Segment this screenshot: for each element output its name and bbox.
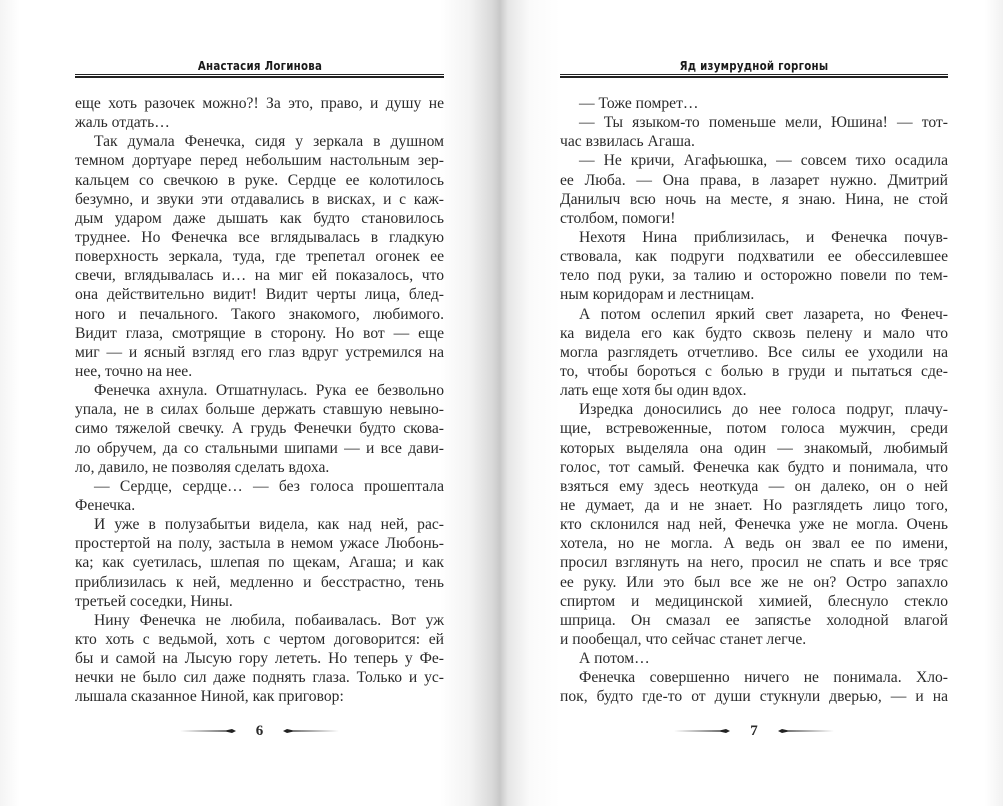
page-footer	[75, 722, 444, 744]
text-line: дым ударом даже дышать как будто становилось	[75, 209, 444, 227]
text-line: ее руку. Или это был все же не он? Остро запахло	[560, 573, 948, 591]
text-line: то, чтобы бороться с болью в груди и пытаться сде-	[560, 362, 948, 380]
text-line: хотела, но не могла. А ведь он звал ее по имени,	[560, 535, 948, 553]
text-line: она действительно видит! Видит черты лица, блед-	[75, 286, 444, 304]
ornament-left-icon	[674, 727, 732, 735]
text-line: упала, не в силах больше держать ставшую невыно-	[75, 401, 444, 419]
text-line: Так думала Фенечка, сидя у зеркала в душном	[94, 133, 444, 151]
text-line: голос, тот самый. Фенечка как будто и понимала, что	[560, 458, 948, 476]
right-page	[560, 0, 948, 806]
body-text	[560, 94, 948, 707]
ornament-right-icon	[281, 727, 339, 735]
text-line: ло, давило, не позволяя сделать вдоха.	[75, 458, 330, 476]
running-header	[75, 58, 444, 80]
text-line: еще хоть разочек можно?! За это, право, и душу не	[75, 95, 444, 112]
text-line: спиртом и медицинской химией, блеснуло стекло	[560, 592, 948, 610]
text-line: лать еще хотя бы один вдох.	[560, 382, 747, 400]
text-line: Фенечка ахнула. Отшатнулась. Рука ее безвольно	[94, 382, 444, 400]
left-page	[75, 0, 444, 806]
text-line: ного и печального. Такого знакомого, любимого.	[75, 305, 444, 323]
text-line: щие, встревоженные, потом голоса мужчин, среди	[560, 420, 948, 438]
text-line: нее, точно на нее.	[75, 362, 193, 380]
text-line: не думает, да и не знает. Но разглядеть лицо того,	[560, 496, 948, 514]
text-line: пок, будто где-то от души стукнули дверью, — и на	[560, 688, 948, 706]
text-line: час взвилась Агаша.	[560, 133, 695, 151]
text-line: тело под руки, за талию и осторожно повели по тем-	[560, 267, 948, 285]
page-footer	[560, 722, 948, 744]
text-line: кто хоть с ведьмой, хоть с чертом договорится: ей	[75, 630, 444, 648]
header-rule-thick	[75, 76, 444, 78]
page-number: 7	[750, 722, 758, 739]
text-line: приблизилась к ней, медленно и бесстрастно, тень	[75, 573, 444, 591]
text-line: — Сердце, сердце… — без голоса прошептала	[94, 477, 444, 495]
text-line: ствовала, как подруги подхватили ее обессилевшее	[560, 248, 948, 266]
text-line: Фенечка.	[75, 496, 136, 514]
text-line: Нину Фенечка не любила, побаивалась. Вот уж	[94, 611, 444, 629]
text-line: И уже в полузабытьи видела, как над ней, рас-	[94, 516, 444, 534]
text-line: ее Люба. — Она права, в лазарет нужно. Дмитрий	[560, 171, 948, 189]
text-line: — Тоже помрет…	[579, 95, 699, 112]
text-line: лышала сказанное Ниной, как приговор:	[75, 688, 344, 706]
text-line: простертой на полу, застыла в немом ужасе Любонь-	[75, 535, 444, 553]
ornament-right-icon	[776, 727, 834, 735]
text-line: ка; как суетилась, шлепая по щекам, Агаша; и как	[75, 554, 444, 572]
running-header	[560, 58, 948, 80]
text-line: поверхность зеркала, туда, где трепетал огонек ее	[75, 248, 444, 266]
text-line: ным коридорам и лестницам.	[560, 286, 755, 304]
text-line: свечи, вглядывалась и… на миг ей показалось, что	[75, 267, 444, 285]
text-line: безумно, и звуки эти отдавались в висках, и с каж-	[75, 190, 444, 208]
text-line: Видит глаза, смотрящие в сторону. Но вот — еще	[75, 324, 444, 342]
text-line: взяться ему здесь неоткуда — он далеко, он о ней	[560, 477, 948, 495]
text-line: миг — и ясный взгляд его глаз вдруг устремился на	[75, 343, 444, 361]
text-line: Фенечка совершенно ничего не понимала. Хло-	[579, 669, 948, 687]
text-line: — Не кричи, Агафьюшка, — совсем тихо осадила	[579, 152, 948, 170]
header-author: Анастасия Логинова	[191, 58, 328, 74]
text-line: Изредка доносились до нее голоса подруг, плачу-	[579, 401, 948, 419]
text-line: которых выделяла она один — знакомый, любимый	[560, 439, 948, 457]
header-rule	[560, 74, 948, 75]
text-line: А потом ослепил яркий свет лазарета, но Фенеч-	[579, 305, 948, 323]
text-line: А потом…	[579, 650, 650, 668]
text-line: жаль отдать…	[75, 114, 170, 132]
header-rule	[75, 74, 444, 75]
text-line: ка видела его как будто сквозь пелену и мало что	[560, 324, 948, 342]
text-line: и пообещал, что сейчас станет легче.	[560, 630, 807, 648]
text-line: кальцем со свечкою в руке. Сердце ее колотилось	[75, 171, 444, 189]
text-line: кто склонился над ней, Фенечка уже не могла. Очень	[560, 516, 948, 534]
text-line: Данилыч всю ночь на месте, я знаю. Нина, не стой	[560, 190, 948, 208]
ornament-left-icon	[180, 727, 238, 735]
text-line: — Ты языком-то поменьше мели, Юшина! — тот-	[579, 114, 948, 132]
text-line: ло обручем, да со стальными шипами — и все дави-	[75, 439, 444, 457]
page-number: 6	[255, 722, 264, 739]
text-line: темном дортуаре перед небольшим настольным зер-	[75, 152, 444, 170]
header-book-title: Яд изумрудной горгоны	[673, 58, 835, 74]
text-line: просил взглянуть на него, просил не спать и все тряс	[560, 554, 948, 572]
text-line: могла разглядеть отчетливо. Все силы ее уходили на	[560, 343, 948, 361]
text-line: Нехотя Нина приблизилась, и Фенечка почув-	[579, 228, 948, 246]
header-rule-thick	[560, 76, 948, 78]
body-text	[75, 94, 444, 707]
text-line: столбом, помоги!	[560, 209, 676, 227]
text-line: нечки не было сил даже поднять глаза. Только и ус-	[75, 669, 444, 687]
text-line: третьей соседки, Нины.	[75, 592, 233, 610]
text-line: бы и самой на Лысую гору лететь. Но теперь у Фе-	[75, 650, 444, 668]
text-line: труднее. Но Фенечка все вглядывалась в гладкую	[75, 228, 444, 246]
text-line: шприца. Он смазал ее запястье холодной влагой	[560, 611, 948, 629]
text-line: симо тяжелой свечку. А грудь Фенечки будто скова-	[75, 420, 444, 438]
